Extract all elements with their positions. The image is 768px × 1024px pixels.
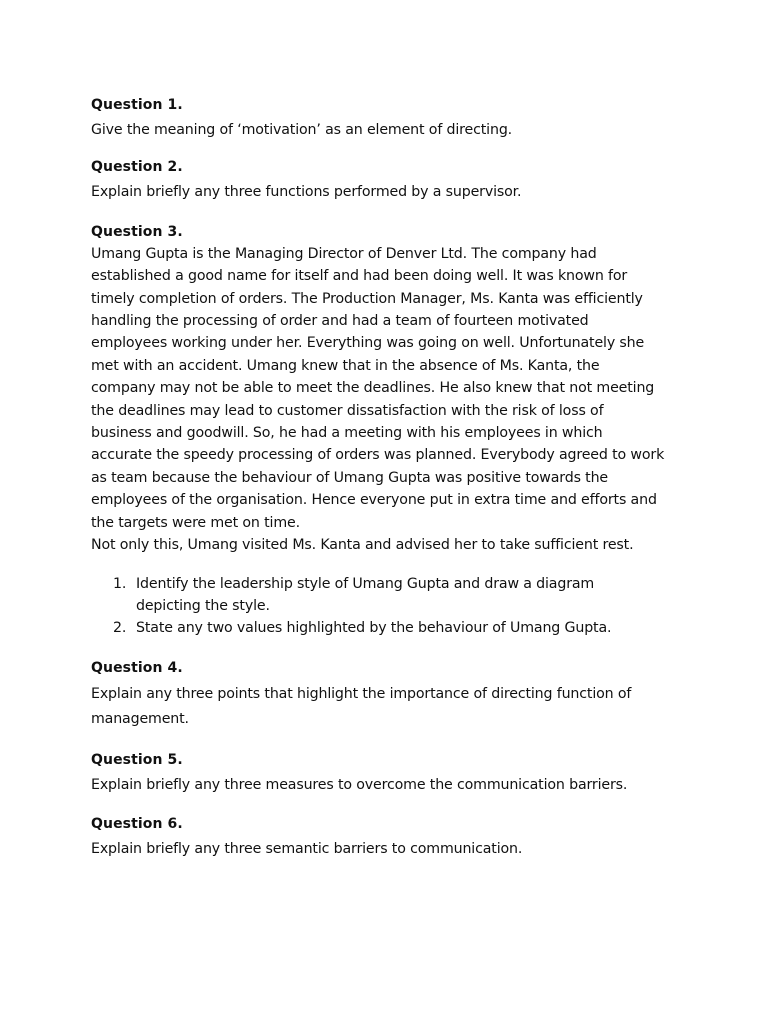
question-4 [91, 659, 691, 732]
question-4-line: Explain any three points that highlight the importance of directing function of [91, 685, 632, 702]
case-line: accurate the speedy processing of orders was planned. Everybody agreed to work [91, 447, 665, 464]
question-5 [91, 751, 691, 796]
sub-question-number: 1. [113, 575, 127, 592]
sub-question-line: depicting the style. [136, 597, 270, 614]
question-6-heading: Question 6. [91, 816, 183, 833]
question-4-heading: Question 4. [91, 659, 183, 676]
case-line: Not only this, Umang visited Ms. Kanta and advised her to take sufficient rest. [91, 537, 634, 554]
question-5-heading: Question 5. [91, 751, 183, 768]
question-5-text: Explain briefly any three measures to overcome the communication barriers. [91, 776, 628, 793]
question-6-text: Explain briefly any three semantic barriers to communication. [91, 841, 523, 858]
case-line: timely completion of orders. The Production Manager, Ms. Kanta was efficiently [91, 290, 643, 307]
question-1-text: Give the meaning of ‘motivation’ as an element of directing. [91, 122, 513, 138]
sub-question-line: Identify the leadership style of Umang Gupta and draw a diagram [136, 575, 595, 592]
sub-question-1 [91, 573, 691, 618]
question-2 [91, 158, 691, 203]
question-4-text [91, 682, 691, 732]
question-4-line: management. [91, 710, 189, 727]
question-2-text: Explain briefly any three functions performed by a supervisor. [91, 184, 522, 201]
question-3-heading: Question 3. [91, 223, 183, 240]
question-3 [91, 223, 691, 640]
question-3-case-study [91, 243, 691, 557]
case-line: company may not be able to meet the deadlines. He also knew that not meeting [91, 380, 655, 397]
case-line: employees working under her. Everything was going on well. Unfortunately she [91, 335, 645, 352]
question-2-heading: Question 2. [91, 159, 183, 176]
case-line: handling the processing of order and had a team of fourteen motivated [91, 313, 589, 330]
sub-question-number: 2. [113, 620, 127, 637]
question-1 [91, 96, 691, 141]
question-sheet [91, 96, 691, 861]
question-1-heading: Question 1. [91, 97, 183, 113]
question-6 [91, 815, 691, 860]
case-line: employees of the organisation. Hence everyone put in extra time and efforts and [91, 492, 657, 509]
sub-question-line: State any two values highlighted by the behaviour of Umang Gupta. [136, 620, 612, 637]
question-3-sub-questions [91, 573, 691, 640]
case-line: as team because the behaviour of Umang Gupta was positive towards the [91, 469, 608, 486]
case-line: met with an accident. Umang knew that in the absence of Ms. Kanta, the [91, 357, 600, 374]
case-line: the targets were met on time. [91, 514, 300, 531]
sub-question-2 [91, 617, 691, 639]
case-line: the deadlines may lead to customer dissatisfaction with the risk of loss of [91, 402, 604, 419]
case-line: Umang Gupta is the Managing Director of Denver Ltd. The company had [91, 245, 597, 262]
case-line: business and goodwill. So, he had a meeting with his employees in which [91, 425, 603, 442]
case-line: established a good name for itself and had been doing well. It was known for [91, 268, 628, 285]
